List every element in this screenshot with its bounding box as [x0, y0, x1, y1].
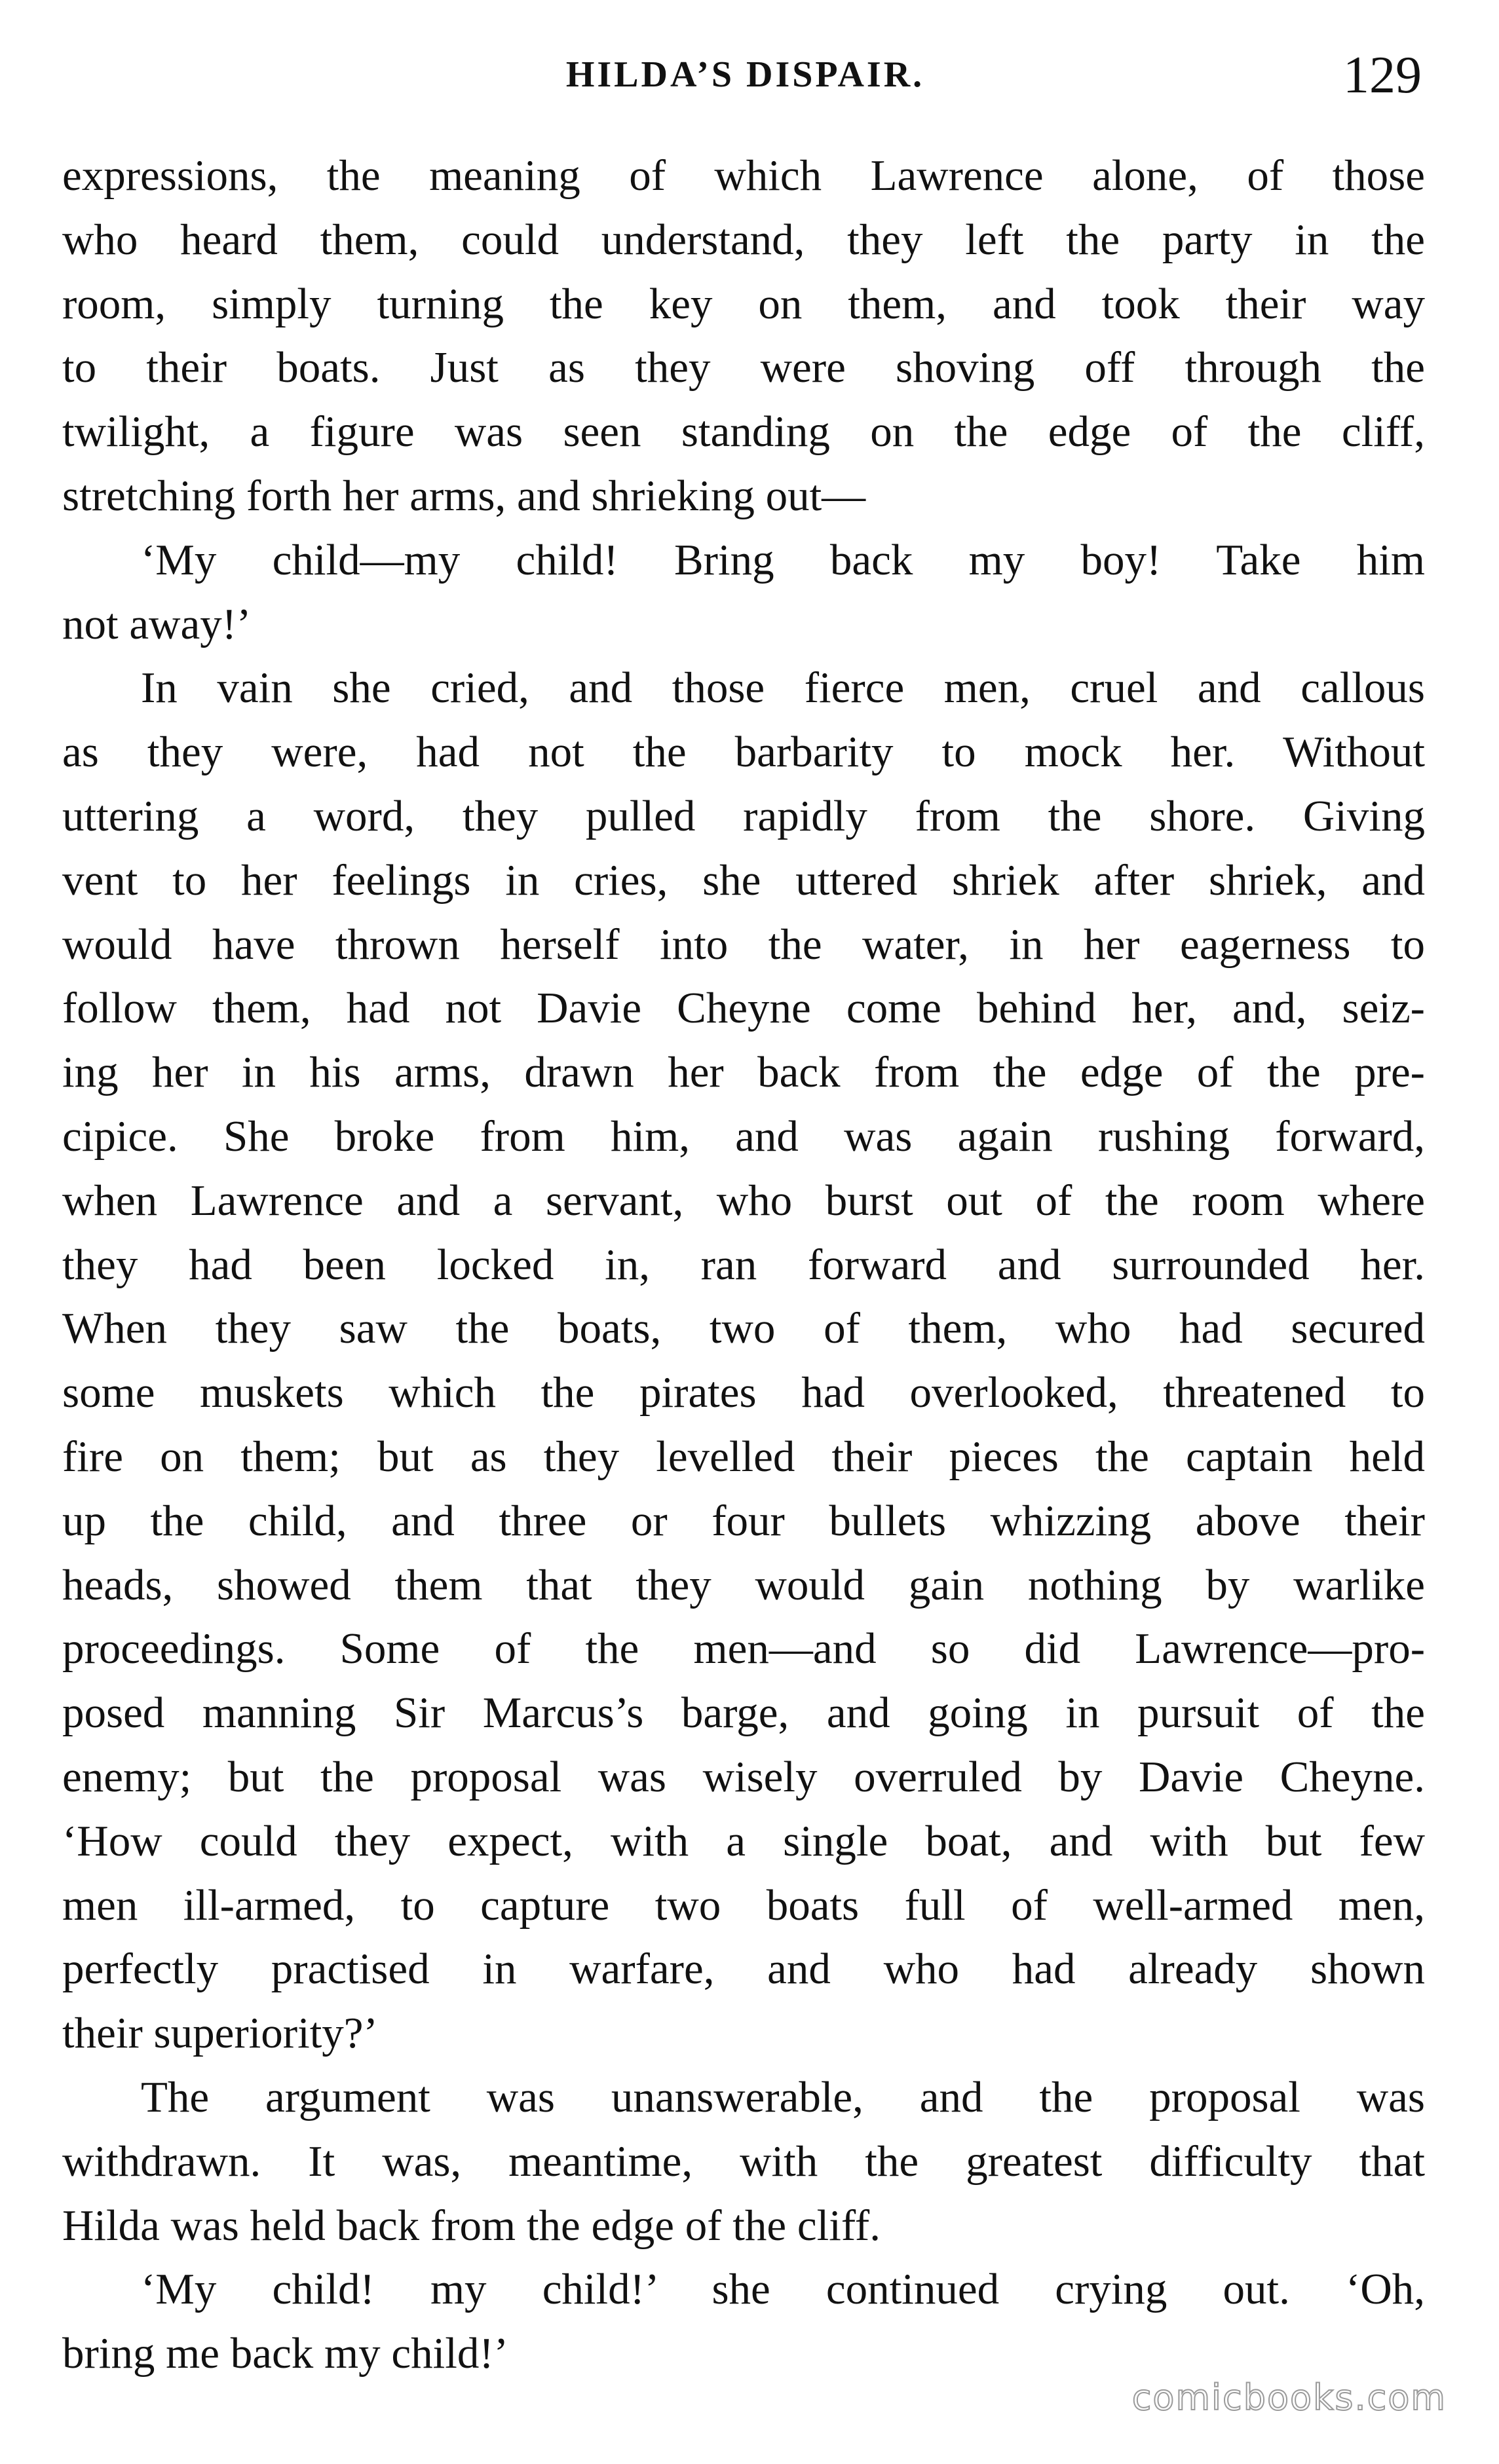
- text-line: men ill-armed, to capture two boats full of well-armed men,: [62, 1880, 1425, 1930]
- text-line: their superiority?’: [62, 2009, 378, 2058]
- text-line: to their boats. Just as they were shoving off through the: [62, 343, 1425, 392]
- text-line: heads, showed them that they would gain nothing by warlike: [62, 1560, 1425, 1609]
- text-line: The argument was unanswerable, and the proposal was: [141, 2072, 1425, 2121]
- text-line: posed manning Sir Marcus’s barge, and going in pursuit of the: [62, 1689, 1425, 1738]
- text-line: follow them, had not Davie Cheyne come behind her, and, seiz-: [62, 984, 1425, 1033]
- text-line: up the child, and three or four bullets whizzing above their: [62, 1496, 1425, 1545]
- text-line: Hilda was held back from the edge of the cliff.: [62, 2201, 881, 2250]
- watermark: comicbooks.com: [1131, 2377, 1447, 2418]
- text-line: In vain she cried, and those fierce men, cruel and callous: [141, 663, 1425, 713]
- text-line: enemy; but the proposal was wisely overruled by Davie Cheyne.: [62, 1752, 1425, 1801]
- text-line: vent to her feelings in cries, she uttered shriek after shriek, and: [62, 855, 1425, 905]
- body-text: [62, 144, 1425, 2386]
- text-line: bring me back my child!’: [62, 2329, 508, 2378]
- text-line: when Lawrence and a servant, who burst out of the room where: [62, 1176, 1425, 1225]
- text-line: withdrawn. It was, meantime, with the greatest difficulty that: [62, 2137, 1425, 2186]
- text-line: would have thrown herself into the water, in her eagerness to: [62, 920, 1425, 969]
- text-line: proceedings. Some of the men—and so did Lawrence—pro-: [62, 1624, 1425, 1673]
- text-line: as they were, had not the barbarity to mock her. Without: [62, 728, 1425, 777]
- text-line: ing her in his arms, drawn her back from the edge of the pre-: [62, 1048, 1425, 1097]
- text-line: uttering a word, they pulled rapidly from the shore. Giving: [62, 791, 1425, 840]
- page-number: 129: [1343, 47, 1422, 104]
- running-head: [62, 46, 1428, 118]
- text-line: expressions, the meaning of which Lawrence alone, of those: [62, 151, 1425, 200]
- text-line: cipice. She broke from him, and was again rushing forward,: [62, 1111, 1425, 1161]
- text-line: twilight, a figure was seen standing on the edge of the cliff,: [62, 407, 1425, 457]
- text-line: fire on them; but as they levelled their pieces the captain held: [62, 1432, 1425, 1481]
- text-line: When they saw the boats, two of them, who had secured: [62, 1304, 1425, 1353]
- text-line: stretching forth her arms, and shrieking out—: [62, 471, 866, 520]
- text-line: some muskets which the pirates had overlooked, threatened to: [62, 1368, 1425, 1417]
- text-line: ‘My child—my child! Bring back my boy! Take him: [141, 535, 1425, 584]
- text-line: perfectly practised in warfare, and who had already shown: [62, 1945, 1425, 1994]
- running-title: HILDA’S DISPAIR.: [565, 54, 925, 95]
- text-line: ‘My child! my child!’ she continued crying out. ‘Oh,: [141, 2265, 1425, 2314]
- text-line: not away!’: [62, 599, 252, 648]
- text-line: they had been locked in, ran forward and surrounded her.: [62, 1240, 1425, 1289]
- text-line: room, simply turning the key on them, and took their way: [62, 279, 1425, 328]
- text-line: ‘How could they expect, with a single boat, and with but few: [62, 1816, 1425, 1865]
- text-line: who heard them, could understand, they left the party in the: [62, 215, 1425, 264]
